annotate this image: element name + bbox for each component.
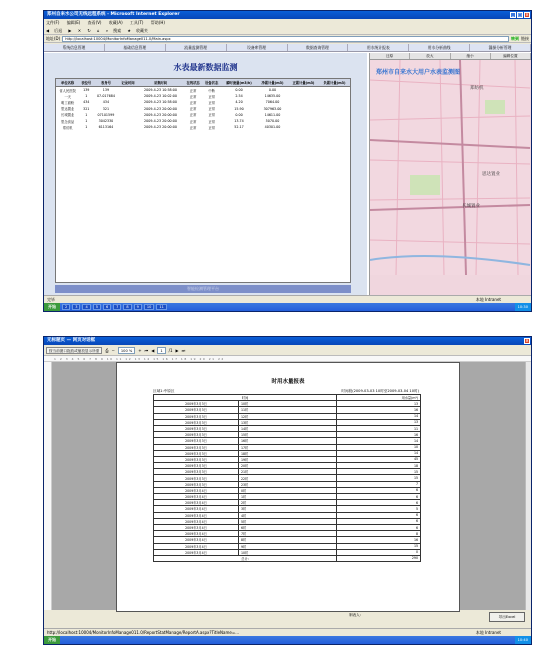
report-cell: 2009年3月3日	[154, 425, 239, 431]
taskbar	[44, 636, 531, 644]
report-cell: 1时	[239, 494, 337, 500]
start-button[interactable]: 开始	[44, 636, 60, 644]
report-cell: 2009年3月4日	[154, 487, 239, 493]
report-cell: 2009年3月4日	[154, 531, 239, 537]
table-cell: 2009-4-23 10:58:00	[144, 88, 177, 93]
window-title: 郑州自来水公司无线远程系统 - Microsoft Internet Explorer	[47, 12, 180, 17]
report-cell: 5时	[239, 518, 337, 524]
nav-item-leak[interactable]: 漏损分析管理	[470, 44, 531, 51]
table-cell: 0.00	[235, 88, 243, 93]
task-button[interactable]: 11	[156, 304, 166, 310]
horizontal-ruler: 1 2 3 4 5 6 7 8 9 10 11 12 13 14 15 16 17 18 19 20 21 22	[44, 356, 531, 362]
meter-table	[55, 78, 351, 283]
vertical-ruler	[44, 362, 52, 610]
signer-label: 制表人:	[349, 613, 361, 617]
report-page	[116, 362, 460, 612]
report-cell: 2009年3月4日	[154, 494, 239, 500]
table-cell: 中断	[208, 88, 215, 93]
close-icon[interactable]: ×	[525, 12, 529, 17]
report-cell: 0	[337, 549, 421, 555]
table-cell: 正常	[189, 94, 197, 99]
address-input[interactable]: http://localhost:10004/MonitorInfoManage011.0/Main.aspx	[62, 36, 509, 42]
col-usage: 用水量(m³)	[337, 395, 421, 401]
table-cell: 6113164	[98, 125, 114, 130]
col-online: 在线状态	[184, 79, 203, 87]
report-cell: 6	[337, 487, 421, 493]
report-cell: 2时	[239, 500, 337, 506]
report-cell: 8	[337, 531, 421, 537]
table-cell: 正常	[189, 113, 197, 118]
total-label: 总计:	[154, 555, 337, 561]
table-cell: 正常	[208, 100, 215, 105]
table-cell: 4.20	[235, 100, 243, 105]
table-cell	[319, 87, 350, 94]
minimize-icon[interactable]: _	[512, 12, 514, 17]
back-button[interactable]: 后退	[54, 28, 63, 33]
report-table	[153, 394, 421, 562]
table-cell: 正常	[189, 100, 197, 105]
table-cell: 307963.00	[263, 106, 282, 111]
table-cell: 5070.00	[265, 119, 280, 124]
table-row[interactable]	[56, 87, 350, 94]
report-cell: 14时	[239, 425, 337, 431]
report-cell: 2009年3月4日	[154, 524, 239, 530]
report-cell: 2009年3月3日	[154, 481, 239, 487]
report-cell: 20时	[239, 463, 337, 469]
table-cell: 正常	[189, 125, 197, 130]
report-cell: 2009年3月3日	[154, 419, 239, 425]
menu-edit[interactable]: 编辑(E)	[66, 20, 81, 25]
report-toolbar	[44, 345, 531, 356]
report-cell: 15	[337, 475, 421, 481]
report-cell: 13	[337, 401, 421, 407]
status-bar	[44, 628, 531, 636]
report-cell: 15	[337, 469, 421, 475]
menu-help[interactable]: 帮助(H)	[150, 20, 165, 25]
report-cell: 2009年3月3日	[154, 407, 239, 413]
links-label[interactable]: 链接	[521, 35, 529, 41]
page-total: /1	[168, 347, 173, 353]
page-content	[44, 44, 531, 295]
report-cell: 8时	[239, 537, 337, 543]
map-toolbar	[370, 53, 531, 60]
status-zone: 本地 Intranet	[475, 297, 501, 302]
table-cell: 正常	[189, 107, 197, 112]
table-cell: 2009-4-23 20:00:00	[144, 112, 177, 117]
col-flow: 瞬时流量(m3/h)	[221, 79, 257, 87]
toolbar	[44, 26, 531, 35]
task-button[interactable]: 9	[134, 304, 142, 310]
report-cell: 2009年3月3日	[154, 450, 239, 456]
col-time: 时间	[154, 395, 337, 401]
task-button[interactable]: 6	[103, 304, 111, 310]
col-meter: 表身号	[93, 79, 118, 87]
report-cell: 3时	[239, 506, 337, 512]
report-cell: 18时	[239, 450, 337, 456]
forward-icon[interactable]: ▶	[68, 28, 72, 33]
table-cell: 40301.00	[264, 125, 281, 130]
prev-page-icon[interactable]: ◀	[151, 347, 155, 353]
export-excel-button[interactable]: 导出Excel	[489, 612, 525, 622]
report-cell: 2009年3月3日	[154, 444, 239, 450]
table-cell	[288, 124, 319, 130]
favorites-icon[interactable]: ★	[127, 28, 131, 33]
last-page-icon[interactable]: ⏭	[181, 347, 186, 353]
task-button[interactable]: 8	[123, 304, 131, 310]
table-cell: 139	[102, 88, 110, 93]
map-label-zhengfangji[interactable]: 郑纺机	[470, 86, 484, 91]
report-cell: 6	[337, 512, 421, 518]
window-title: 无标题页 — 网页对话框	[47, 338, 96, 343]
zoom-in-icon[interactable]: +	[138, 347, 142, 353]
page-input[interactable]: 1	[157, 347, 165, 354]
col-net: 净累计量(m3)	[257, 79, 288, 87]
menu-bar	[44, 19, 531, 26]
ie-window-main	[43, 10, 532, 312]
menu-tools[interactable]: 工具(T)	[129, 20, 144, 25]
table-cell: 321	[102, 106, 110, 111]
report-cell: 2009年3月3日	[154, 463, 239, 469]
report-dialog	[43, 336, 532, 645]
start-button[interactable]: 开始	[44, 303, 60, 311]
table-cell: 14611.00	[264, 112, 281, 117]
report-cell: 2009年3月4日	[154, 543, 239, 549]
report-cell: 2009年3月4日	[154, 500, 239, 506]
report-cell: 6	[337, 524, 421, 530]
menu-file[interactable]: 文件(F)	[46, 20, 60, 25]
table-cell: 明工面粉	[61, 100, 75, 105]
report-cell: 2009年3月4日	[154, 549, 239, 555]
report-cell: 11时	[239, 407, 337, 413]
report-cell: 2009年3月4日	[154, 512, 239, 518]
close-icon[interactable]: ×	[525, 338, 529, 343]
address-label: 地址(D)	[46, 35, 61, 41]
table-cell: 3042330	[98, 119, 114, 124]
report-cell: 2009年3月3日	[154, 438, 239, 444]
table-cell: 434	[102, 100, 110, 105]
map-label-sida[interactable]: 思达置业	[482, 172, 500, 177]
map-reset-button[interactable]: 还原	[370, 53, 410, 59]
total-value: 290	[337, 555, 421, 561]
task-button[interactable]: 7	[113, 304, 121, 310]
report-cell: 6	[337, 494, 421, 500]
table-cell: 正常	[189, 119, 197, 124]
col-position: 表位号	[79, 79, 93, 87]
table-cell: 321	[83, 106, 90, 111]
table-cell: 思达置业	[61, 107, 75, 112]
next-page-icon[interactable]: ▶	[175, 347, 179, 353]
nav-item-system[interactable]: 系统信息管理	[44, 44, 105, 51]
report-cell: 16时	[239, 438, 337, 444]
nav-item-basic[interactable]: 基础信息管理	[105, 44, 166, 51]
report-cell: 13时	[239, 419, 337, 425]
map-title: 郑州市自来水大用户水表监测图	[376, 69, 461, 76]
report-cell: 2009年3月4日	[154, 506, 239, 512]
zoom-out-icon[interactable]: −	[111, 347, 115, 353]
report-cell: 2009年3月3日	[154, 456, 239, 462]
report-cell: 18	[337, 463, 421, 469]
main-nav	[44, 44, 531, 52]
title-bar	[44, 11, 531, 19]
report-cell: 2009年3月4日	[154, 518, 239, 524]
report-cell: 6	[337, 500, 421, 506]
favorites-button[interactable]: 收藏夹	[135, 28, 148, 33]
report-cell: 0时	[239, 487, 337, 493]
stop-icon[interactable]: ✕	[77, 28, 82, 33]
nav-item-device[interactable]: 设备库管理	[227, 44, 288, 51]
task-button[interactable]: 2	[62, 304, 70, 310]
col-record-time: 记录时间	[119, 79, 138, 87]
table-cell: 正常	[189, 88, 197, 93]
table-cell: 思念食品	[61, 119, 75, 124]
table-cell: 1	[85, 94, 88, 99]
table-cell: 0.00	[268, 88, 277, 93]
table-cell: 1	[85, 119, 88, 124]
report-cell: 4时	[239, 512, 337, 518]
search-button[interactable]: 搜索	[113, 28, 122, 33]
task-button[interactable]: 10	[144, 304, 154, 310]
task-button[interactable]: 3	[72, 304, 80, 310]
col-device: 设备状态	[202, 79, 221, 87]
table-cell: 2009-4-23 20:00:00	[144, 125, 177, 130]
report-cell: 12时	[239, 413, 337, 419]
report-cell: 15	[337, 543, 421, 549]
taskbar	[44, 303, 531, 311]
nav-item-flow[interactable]: 流量监测管理	[166, 44, 227, 51]
map-panel[interactable]	[369, 53, 531, 295]
title-bar	[44, 337, 531, 345]
data-title: 水表最新数据监测	[173, 62, 238, 72]
table-cell: 139	[83, 88, 90, 93]
report-cell: 7时	[239, 531, 337, 537]
status-text: 完毕	[47, 297, 55, 302]
report-cell: 45	[337, 456, 421, 462]
map-image	[370, 60, 530, 275]
report-cell: 19时	[239, 456, 337, 462]
table-cell	[119, 87, 138, 94]
status-bar	[44, 295, 531, 303]
status-text: http://localhost:10004/MonitorInfoManage011.0/ReportStatManage/ReportA.aspx?TitleName=...	[47, 630, 240, 635]
report-cell: 23时	[239, 481, 337, 487]
report-cell: 2009年3月3日	[154, 432, 239, 438]
report-title: 时用水量报表	[271, 379, 305, 385]
nav-item-report[interactable]: 用水统计报表	[348, 44, 409, 51]
data-panel	[44, 53, 367, 295]
report-cell: 15时	[239, 432, 337, 438]
report-cell: 2009年3月3日	[154, 413, 239, 419]
table-cell: 郑纺机	[62, 125, 73, 130]
table-cell: 2009-4-23 10:02:00	[144, 94, 177, 99]
table-cell: 正常	[208, 94, 215, 99]
table-cell: 2.54	[235, 94, 243, 99]
search-icon[interactable]: ⌕	[105, 28, 109, 33]
report-cell: 16	[337, 432, 421, 438]
clock: 10:30	[515, 303, 531, 311]
table-cell: 7064.00	[265, 100, 280, 105]
home-icon[interactable]: ⌂	[97, 28, 100, 33]
report-cell: 10	[337, 444, 421, 450]
table-cell: 正常	[208, 107, 215, 112]
table-cell: 2009-4-23 10:58:00	[144, 100, 177, 105]
table-cell: 434	[83, 100, 90, 105]
task-button[interactable]: 4	[82, 304, 90, 310]
nav-item-query[interactable]: 数据查询管理	[288, 44, 349, 51]
report-cell: 11	[337, 425, 421, 431]
report-cell: 14	[337, 413, 421, 419]
report-cell: 13	[337, 419, 421, 425]
go-button[interactable]: 转到	[511, 35, 519, 41]
fit-doc-button[interactable]: 按当前窗口拖放或缩放显示所需	[46, 347, 102, 354]
nav-item-curve[interactable]: 用水分析曲线	[409, 44, 470, 51]
report-cell: 2009年3月3日	[154, 469, 239, 475]
report-cell: 17时	[239, 444, 337, 450]
print-icon[interactable]: ⎙	[105, 347, 109, 353]
table-cell: 正常	[208, 119, 215, 124]
zoom-select[interactable]: 100 %	[118, 347, 135, 354]
report-cell: 10时	[239, 549, 337, 555]
table-cell	[119, 124, 138, 130]
table-cell: 1	[85, 125, 88, 130]
table-cell: 2009-4-23 20:00:00	[144, 119, 177, 124]
report-cell: 16	[337, 407, 421, 413]
report-cell: 2009年3月4日	[154, 537, 239, 543]
report-cell: 5	[337, 506, 421, 512]
report-cell: 9时	[239, 543, 337, 549]
table-cell: 省人民医院	[59, 88, 76, 93]
table-cell: 一天	[64, 94, 71, 99]
report-cell: 14	[337, 438, 421, 444]
report-cell: 2009年3月3日	[154, 401, 239, 407]
footer-bar: 智能检测管理平台	[55, 285, 351, 293]
report-cell: 22时	[239, 475, 337, 481]
refresh-icon[interactable]: ↻	[87, 28, 91, 33]
report-timespan: 时间段(2009-03-03 10时至2009-03-04 10时)	[341, 389, 419, 393]
col-pos: 正累计量(m3)	[288, 79, 319, 87]
report-cell: 10时	[239, 401, 337, 407]
clock: 10:40	[515, 636, 531, 644]
map-zoom-out-button[interactable]: 缩小	[451, 53, 491, 59]
table-cell: 正常	[208, 113, 215, 118]
table-cell: 52.17	[234, 125, 244, 130]
report-cell: 21时	[239, 469, 337, 475]
menu-favorites[interactable]: 收藏(A)	[108, 20, 123, 25]
table-cell: 长城置业	[61, 113, 75, 118]
map-label-changcheng[interactable]: 长城置业	[462, 204, 480, 209]
maximize-icon[interactable]: □	[518, 12, 522, 17]
report-cell: 6时	[239, 524, 337, 530]
address-bar	[44, 35, 531, 43]
table-cell	[288, 87, 319, 94]
table-cell: 1	[85, 112, 88, 117]
report-cell: 16	[337, 537, 421, 543]
table-cell: 15.90	[234, 106, 244, 111]
report-unit: 区域1:中原区	[153, 389, 175, 393]
col-unit: 单位名称	[56, 79, 79, 87]
col-neg: 负累计量(m3)	[319, 79, 350, 87]
report-cell: 6	[337, 518, 421, 524]
task-button[interactable]: 5	[93, 304, 101, 310]
map-edit-button[interactable]: 编辑位置	[491, 53, 531, 59]
col-collect-time: 采集时间	[137, 79, 184, 87]
vertical-scrollbar[interactable]	[525, 362, 531, 610]
table-row[interactable]	[56, 124, 350, 130]
first-page-icon[interactable]: ⏮	[144, 347, 149, 353]
table-cell: 14635.00	[264, 94, 281, 99]
table-cell: 0.00	[235, 112, 243, 117]
table-cell	[319, 124, 350, 130]
back-icon[interactable]: ◀	[46, 28, 50, 33]
menu-view[interactable]: 查看(V)	[87, 20, 102, 25]
table-cell: 07-017684	[96, 94, 115, 99]
report-cell: 14	[337, 450, 421, 456]
table-cell: 2009-4-23 20:00:00	[144, 106, 177, 111]
map-zoom-in-button[interactable]: 放大	[410, 53, 450, 59]
report-cell: 2009年3月3日	[154, 475, 239, 481]
table-cell: 正常	[208, 125, 215, 130]
report-cell: 7	[337, 481, 421, 487]
status-zone: 本地 Intranet	[475, 630, 501, 635]
table-cell: 13.74	[234, 119, 244, 124]
table-cell: 07101599	[97, 112, 115, 117]
